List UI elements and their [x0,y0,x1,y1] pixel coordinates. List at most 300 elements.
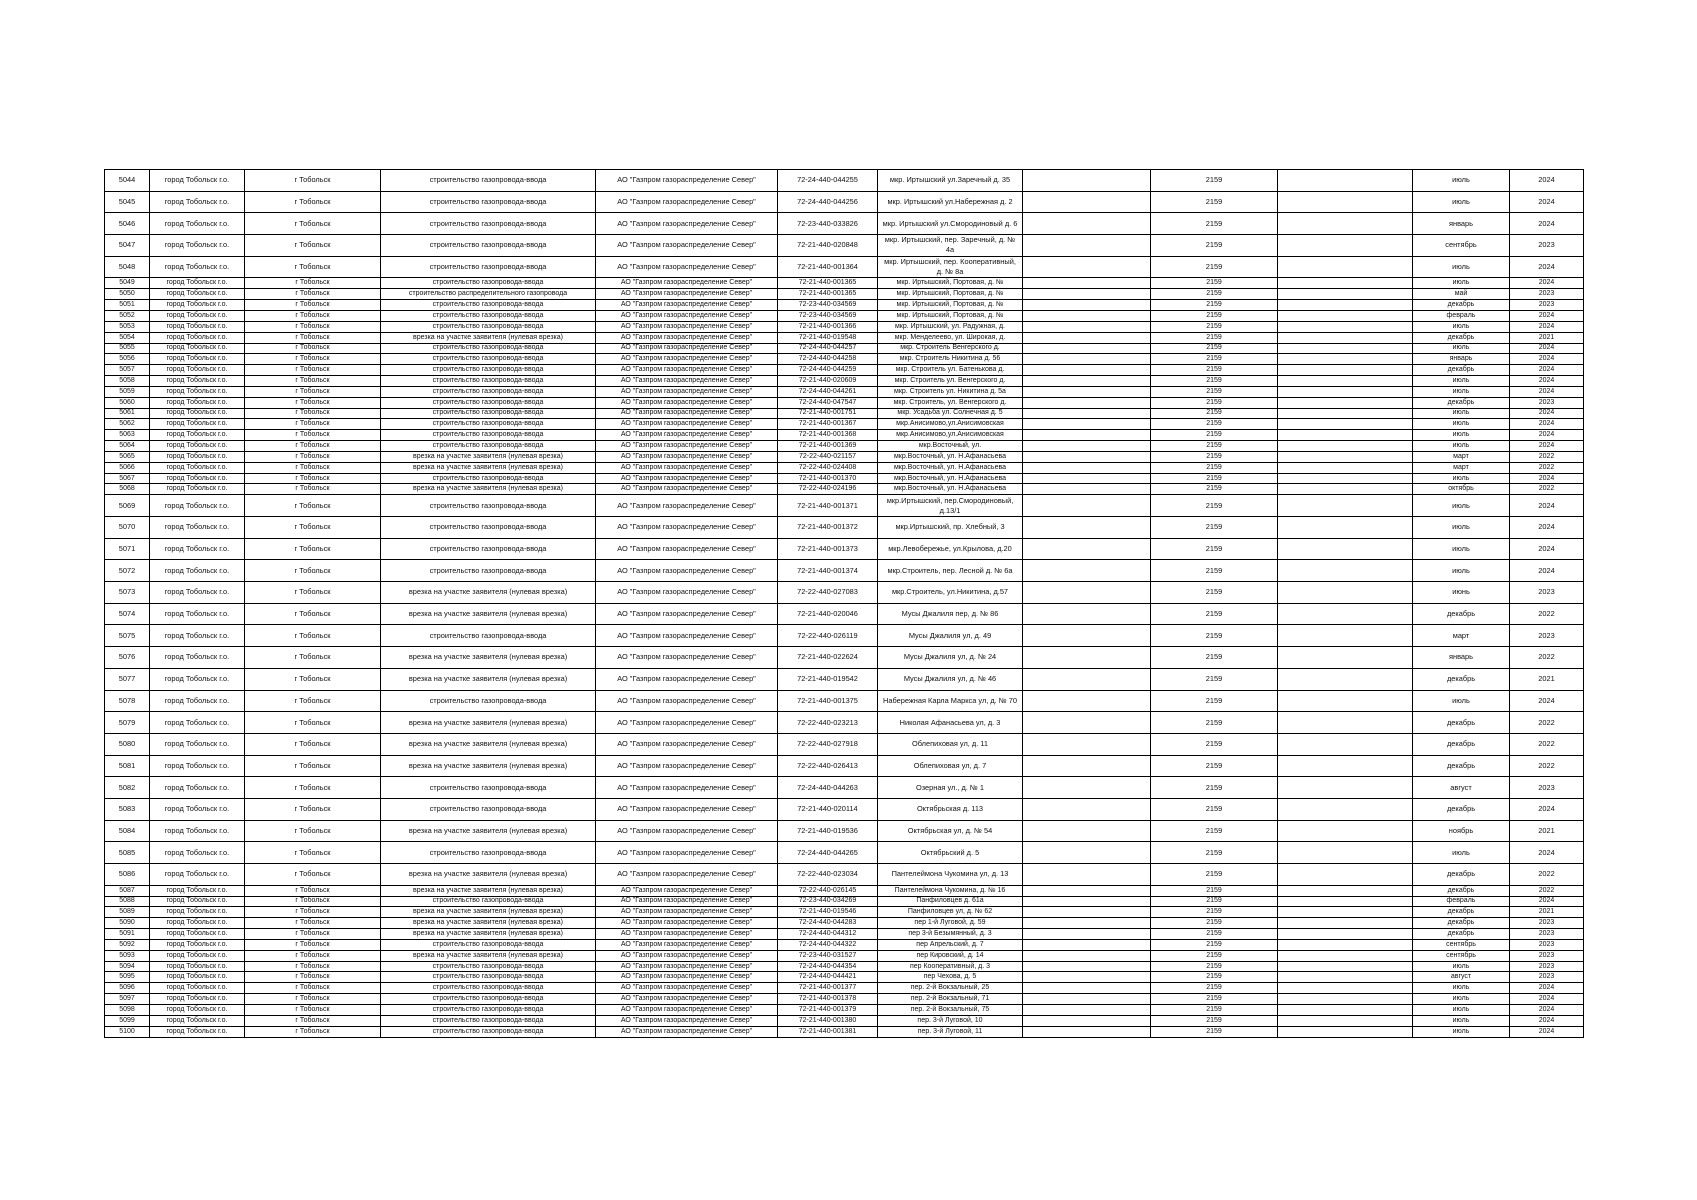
empty-cell [1278,712,1413,734]
company-cell: АО "Газпром газораспределение Север" [596,712,778,734]
settlement-cell: г Тобольск [245,918,381,929]
region-cell: город Тобольск г.о. [150,278,245,289]
settlement-cell: г Тобольск [245,256,381,278]
settlement-cell: г Тобольск [245,625,381,647]
region-cell: город Тобольск г.о. [150,484,245,495]
settlement-cell: г Тобольск [245,950,381,961]
cadastral-number-cell: 72-21-440-001372 [778,517,878,539]
region-cell: город Тобольск г.о. [150,1026,245,1037]
empty-cell [1023,603,1151,625]
work-type-cell: строительство газопровода-ввода [381,1015,596,1026]
row-number-cell: 5078 [105,690,150,712]
work-type-cell: строительство газопровода-ввода [381,517,596,539]
work-type-cell: врезка на участке заявителя (нулевая врезка) [381,755,596,777]
year-cell: 2022 [1510,603,1584,625]
address-cell: мкр. Иртышский, Портовая, д. № [878,310,1023,321]
company-cell: АО "Газпром газораспределение Север" [596,484,778,495]
year-cell: 2024 [1510,310,1584,321]
month-cell: декабрь [1413,300,1510,311]
settlement-cell: г Тобольск [245,484,381,495]
row-number-cell: 5048 [105,256,150,278]
empty-cell [1023,712,1151,734]
settlement-cell: г Тобольск [245,332,381,343]
empty-cell [1278,560,1413,582]
year-cell: 2024 [1510,354,1584,365]
code-cell: 2159 [1151,191,1278,213]
settlement-cell: г Тобольск [245,397,381,408]
year-cell: 2022 [1510,885,1584,896]
empty-cell [1023,495,1151,517]
code-cell: 2159 [1151,929,1278,940]
region-cell: город Тобольск г.о. [150,170,245,192]
row-number-cell: 5076 [105,647,150,669]
empty-cell [1023,668,1151,690]
work-type-cell: строительство газопровода-ввода [381,441,596,452]
row-number-cell: 5082 [105,777,150,799]
empty-cell [1023,885,1151,896]
work-type-cell: врезка на участке заявителя (нулевая врезка) [381,647,596,669]
row-number-cell: 5068 [105,484,150,495]
cadastral-number-cell: 72-24-440-047547 [778,397,878,408]
settlement-cell: г Тобольск [245,1015,381,1026]
month-cell: июль [1413,842,1510,864]
settlement-cell: г Тобольск [245,1004,381,1015]
code-cell: 2159 [1151,907,1278,918]
cadastral-number-cell: 72-22-440-027918 [778,733,878,755]
empty-cell [1023,733,1151,755]
settlement-cell: г Тобольск [245,690,381,712]
row-number-cell: 5095 [105,972,150,983]
settlement-cell: г Тобольск [245,300,381,311]
region-cell: город Тобольск г.о. [150,386,245,397]
table-row [105,896,1584,907]
work-type-cell: врезка на участке заявителя (нулевая врезка) [381,603,596,625]
company-cell: АО "Газпром газораспределение Север" [596,473,778,484]
table-row [105,733,1584,755]
year-cell: 2024 [1510,1015,1584,1026]
company-cell: АО "Газпром газораспределение Север" [596,961,778,972]
company-cell: АО "Газпром газораспределение Север" [596,191,778,213]
cadastral-number-cell: 72-21-440-020609 [778,376,878,387]
month-cell: июль [1413,278,1510,289]
cadastral-number-cell: 72-22-440-026145 [778,885,878,896]
region-cell: город Тобольск г.о. [150,419,245,430]
empty-cell [1023,408,1151,419]
empty-cell [1023,278,1151,289]
table-row [105,538,1584,560]
empty-cell [1278,820,1413,842]
month-cell: декабрь [1413,755,1510,777]
year-cell: 2022 [1510,451,1584,462]
code-cell: 2159 [1151,690,1278,712]
year-cell: 2024 [1510,896,1584,907]
cadastral-number-cell: 72-24-440-044312 [778,929,878,940]
empty-cell [1023,1015,1151,1026]
cadastral-number-cell: 72-21-440-019548 [778,332,878,343]
company-cell: АО "Газпром газораспределение Север" [596,972,778,983]
code-cell: 2159 [1151,213,1278,235]
code-cell: 2159 [1151,820,1278,842]
region-cell: город Тобольск г.о. [150,397,245,408]
work-type-cell: врезка на участке заявителя (нулевая врезка) [381,484,596,495]
empty-cell [1278,321,1413,332]
month-cell: март [1413,462,1510,473]
empty-cell [1278,376,1413,387]
empty-cell [1023,939,1151,950]
empty-cell [1023,950,1151,961]
work-type-cell: врезка на участке заявителя (нулевая врезка) [381,950,596,961]
company-cell: АО "Газпром газораспределение Север" [596,321,778,332]
empty-cell [1278,213,1413,235]
table-row [105,170,1584,192]
cadastral-number-cell: 72-21-440-001379 [778,1004,878,1015]
settlement-cell: г Тобольск [245,235,381,257]
empty-cell [1023,983,1151,994]
address-cell: мкр.Строитель, пер. Лесной д. № 6а [878,560,1023,582]
cadastral-number-cell: 72-24-440-044258 [778,354,878,365]
month-cell: июль [1413,690,1510,712]
empty-cell [1278,451,1413,462]
region-cell: город Тобольск г.о. [150,560,245,582]
empty-cell [1278,582,1413,604]
cadastral-number-cell: 72-21-440-001371 [778,495,878,517]
work-type-cell: строительство газопровода-ввода [381,278,596,289]
year-cell: 2024 [1510,386,1584,397]
empty-cell [1278,842,1413,864]
region-cell: город Тобольск г.о. [150,939,245,950]
work-type-cell: строительство газопровода-ввода [381,1004,596,1015]
region-cell: город Тобольск г.о. [150,289,245,300]
region-cell: город Тобольск г.о. [150,994,245,1005]
cadastral-number-cell: 72-21-440-001381 [778,1026,878,1037]
empty-cell [1023,191,1151,213]
empty-cell [1278,777,1413,799]
code-cell: 2159 [1151,896,1278,907]
settlement-cell: г Тобольск [245,343,381,354]
month-cell: декабрь [1413,907,1510,918]
month-cell: июль [1413,256,1510,278]
table-row [105,408,1584,419]
address-cell: мкр. Строитель, ул. Венгерского д. [878,397,1023,408]
work-type-cell: строительство газопровода-ввода [381,1026,596,1037]
cadastral-number-cell: 72-22-440-027083 [778,582,878,604]
empty-cell [1278,170,1413,192]
code-cell: 2159 [1151,256,1278,278]
row-number-cell: 5057 [105,365,150,376]
empty-cell [1023,582,1151,604]
empty-cell [1023,235,1151,257]
empty-cell [1278,343,1413,354]
work-type-cell: врезка на участке заявителя (нулевая врезка) [381,712,596,734]
work-type-cell: строительство газопровода-ввода [381,560,596,582]
empty-cell [1023,918,1151,929]
work-type-cell: врезка на участке заявителя (нулевая врезка) [381,820,596,842]
address-cell: Николая Афанасьева ул, д. 3 [878,712,1023,734]
code-cell: 2159 [1151,668,1278,690]
cadastral-number-cell: 72-21-440-001377 [778,983,878,994]
empty-cell [1023,289,1151,300]
cadastral-number-cell: 72-21-440-001367 [778,419,878,430]
company-cell: АО "Газпром газораспределение Север" [596,376,778,387]
month-cell: июль [1413,191,1510,213]
code-cell: 2159 [1151,321,1278,332]
empty-cell [1023,560,1151,582]
row-number-cell: 5088 [105,896,150,907]
empty-cell [1278,419,1413,430]
empty-cell [1278,354,1413,365]
work-type-cell: врезка на участке заявителя (нулевая врезка) [381,929,596,940]
row-number-cell: 5053 [105,321,150,332]
work-type-cell: строительство газопровода-ввода [381,777,596,799]
company-cell: АО "Газпром газораспределение Север" [596,235,778,257]
table-row [105,354,1584,365]
year-cell: 2024 [1510,473,1584,484]
work-type-cell: строительство газопровода-ввода [381,994,596,1005]
empty-cell [1023,484,1151,495]
work-type-cell: строительство распределительного газопровода [381,289,596,300]
company-cell: АО "Газпром газораспределение Север" [596,842,778,864]
code-cell: 2159 [1151,332,1278,343]
row-number-cell: 5063 [105,430,150,441]
year-cell: 2022 [1510,755,1584,777]
table-row [105,842,1584,864]
work-type-cell: строительство газопровода-ввода [381,495,596,517]
settlement-cell: г Тобольск [245,972,381,983]
company-cell: АО "Газпром газораспределение Север" [596,451,778,462]
settlement-cell: г Тобольск [245,733,381,755]
region-cell: город Тобольск г.о. [150,983,245,994]
company-cell: АО "Газпром газораспределение Север" [596,690,778,712]
year-cell: 2024 [1510,994,1584,1005]
work-type-cell: строительство газопровода-ввода [381,354,596,365]
month-cell: декабрь [1413,733,1510,755]
year-cell: 2023 [1510,397,1584,408]
cadastral-number-cell: 72-23-440-034569 [778,300,878,311]
code-cell: 2159 [1151,885,1278,896]
code-cell: 2159 [1151,441,1278,452]
cadastral-number-cell: 72-21-440-001370 [778,473,878,484]
work-type-cell: строительство газопровода-ввода [381,690,596,712]
work-type-cell: строительство газопровода-ввода [381,408,596,419]
year-cell: 2022 [1510,712,1584,734]
company-cell: АО "Газпром газораспределение Север" [596,256,778,278]
company-cell: АО "Газпром газораспределение Север" [596,1026,778,1037]
empty-cell [1278,235,1413,257]
month-cell: декабрь [1413,929,1510,940]
settlement-cell: г Тобольск [245,939,381,950]
table-row [105,994,1584,1005]
code-cell: 2159 [1151,538,1278,560]
month-cell: июль [1413,1015,1510,1026]
month-cell: февраль [1413,896,1510,907]
year-cell: 2021 [1510,332,1584,343]
settlement-cell: г Тобольск [245,842,381,864]
settlement-cell: г Тобольск [245,885,381,896]
row-number-cell: 5046 [105,213,150,235]
row-number-cell: 5062 [105,419,150,430]
company-cell: АО "Газпром газораспределение Север" [596,300,778,311]
row-number-cell: 5099 [105,1015,150,1026]
region-cell: город Тобольск г.о. [150,430,245,441]
work-type-cell: строительство газопровода-ввода [381,310,596,321]
settlement-cell: г Тобольск [245,321,381,332]
work-type-cell: строительство газопровода-ввода [381,939,596,950]
region-cell: город Тобольск г.о. [150,1004,245,1015]
work-type-cell: строительство газопровода-ввода [381,235,596,257]
cadastral-number-cell: 72-24-440-044261 [778,386,878,397]
cadastral-number-cell: 72-24-440-044322 [778,939,878,950]
empty-cell [1023,310,1151,321]
month-cell: июль [1413,961,1510,972]
empty-cell [1278,462,1413,473]
settlement-cell: г Тобольск [245,896,381,907]
code-cell: 2159 [1151,1015,1278,1026]
settlement-cell: г Тобольск [245,386,381,397]
cadastral-number-cell: 72-21-440-020848 [778,235,878,257]
settlement-cell: г Тобольск [245,213,381,235]
table-row [105,289,1584,300]
region-cell: город Тобольск г.о. [150,603,245,625]
row-number-cell: 5054 [105,332,150,343]
year-cell: 2024 [1510,1026,1584,1037]
year-cell: 2023 [1510,950,1584,961]
settlement-cell: г Тобольск [245,170,381,192]
address-cell: мкр.Восточный, ул. Н.Афанасьева [878,451,1023,462]
month-cell: декабрь [1413,864,1510,886]
address-cell: Пантелеймона Чукомина ул, д. 13 [878,864,1023,886]
work-type-cell: строительство газопровода-ввода [381,473,596,484]
row-number-cell: 5092 [105,939,150,950]
address-cell: пер. 3-й Луговой, 11 [878,1026,1023,1037]
row-number-cell: 5080 [105,733,150,755]
month-cell: декабрь [1413,885,1510,896]
row-number-cell: 5045 [105,191,150,213]
empty-cell [1278,994,1413,1005]
empty-cell [1023,365,1151,376]
region-cell: город Тобольск г.о. [150,321,245,332]
table-row [105,972,1584,983]
address-cell: пер. 2-й Вокзальный, 25 [878,983,1023,994]
table-row [105,864,1584,886]
table-row [105,820,1584,842]
table-row [105,441,1584,452]
address-cell: мкр.Восточный, ул. [878,441,1023,452]
settlement-cell: г Тобольск [245,798,381,820]
region-cell: город Тобольск г.о. [150,842,245,864]
year-cell: 2024 [1510,842,1584,864]
month-cell: июль [1413,1026,1510,1037]
company-cell: АО "Газпром газораспределение Север" [596,798,778,820]
cadastral-number-cell: 72-21-440-019546 [778,907,878,918]
month-cell: декабрь [1413,365,1510,376]
empty-cell [1278,668,1413,690]
table-row [105,235,1584,257]
settlement-cell: г Тобольск [245,983,381,994]
company-cell: АО "Газпром газораспределение Север" [596,950,778,961]
row-number-cell: 5086 [105,864,150,886]
work-type-cell: врезка на участке заявителя (нулевая врезка) [381,332,596,343]
month-cell: июль [1413,473,1510,484]
table-row [105,332,1584,343]
empty-cell [1278,798,1413,820]
region-cell: город Тобольск г.о. [150,441,245,452]
address-cell: пер Кировский, д. 14 [878,950,1023,961]
table-row [105,690,1584,712]
year-cell: 2024 [1510,690,1584,712]
year-cell: 2024 [1510,441,1584,452]
settlement-cell: г Тобольск [245,289,381,300]
region-cell: город Тобольск г.о. [150,451,245,462]
month-cell: март [1413,625,1510,647]
settlement-cell: г Тобольск [245,441,381,452]
empty-cell [1023,213,1151,235]
empty-cell [1023,798,1151,820]
address-cell: Мусы Джалиля ул, д. № 46 [878,668,1023,690]
cadastral-number-cell: 72-22-440-024196 [778,484,878,495]
settlement-cell: г Тобольск [245,517,381,539]
row-number-cell: 5069 [105,495,150,517]
row-number-cell: 5051 [105,300,150,311]
company-cell: АО "Газпром газораспределение Север" [596,213,778,235]
region-cell: город Тобольск г.о. [150,517,245,539]
code-cell: 2159 [1151,983,1278,994]
work-type-cell: врезка на участке заявителя (нулевая врезка) [381,668,596,690]
work-type-cell: строительство газопровода-ввода [381,983,596,994]
empty-cell [1278,538,1413,560]
region-cell: город Тобольск г.о. [150,647,245,669]
settlement-cell: г Тобольск [245,354,381,365]
table-row [105,310,1584,321]
address-cell: мкр. Иртышский, Портовая, д. № [878,278,1023,289]
work-type-cell: врезка на участке заявителя (нулевая врезка) [381,733,596,755]
empty-cell [1023,777,1151,799]
code-cell: 2159 [1151,647,1278,669]
settlement-cell: г Тобольск [245,582,381,604]
region-cell: город Тобольск г.о. [150,896,245,907]
empty-cell [1023,517,1151,539]
empty-cell [1278,397,1413,408]
work-type-cell: строительство газопровода-ввода [381,972,596,983]
settlement-cell: г Тобольск [245,310,381,321]
work-type-cell: строительство газопровода-ввода [381,538,596,560]
address-cell: Мусы Джалиля ул, д. № 24 [878,647,1023,669]
company-cell: АО "Газпром газораспределение Север" [596,929,778,940]
work-type-cell: врезка на участке заявителя (нулевая врезка) [381,907,596,918]
empty-cell [1023,647,1151,669]
table-row [105,495,1584,517]
code-cell: 2159 [1151,451,1278,462]
cadastral-number-cell: 72-22-440-026413 [778,755,878,777]
month-cell: декабрь [1413,918,1510,929]
cadastral-number-cell: 72-22-440-023213 [778,712,878,734]
work-type-cell: строительство газопровода-ввода [381,419,596,430]
year-cell: 2021 [1510,668,1584,690]
region-cell: город Тобольск г.о. [150,365,245,376]
company-cell: АО "Газпром газораспределение Север" [596,896,778,907]
month-cell: декабрь [1413,668,1510,690]
empty-cell [1023,321,1151,332]
address-cell: Облепиховая ул, д. 7 [878,755,1023,777]
year-cell: 2024 [1510,256,1584,278]
empty-cell [1023,690,1151,712]
month-cell: июнь [1413,582,1510,604]
year-cell: 2023 [1510,961,1584,972]
table-row [105,939,1584,950]
row-number-cell: 5066 [105,462,150,473]
address-cell: мкр.Анисимово,ул.Анисимовская [878,419,1023,430]
empty-cell [1278,441,1413,452]
empty-cell [1278,1015,1413,1026]
